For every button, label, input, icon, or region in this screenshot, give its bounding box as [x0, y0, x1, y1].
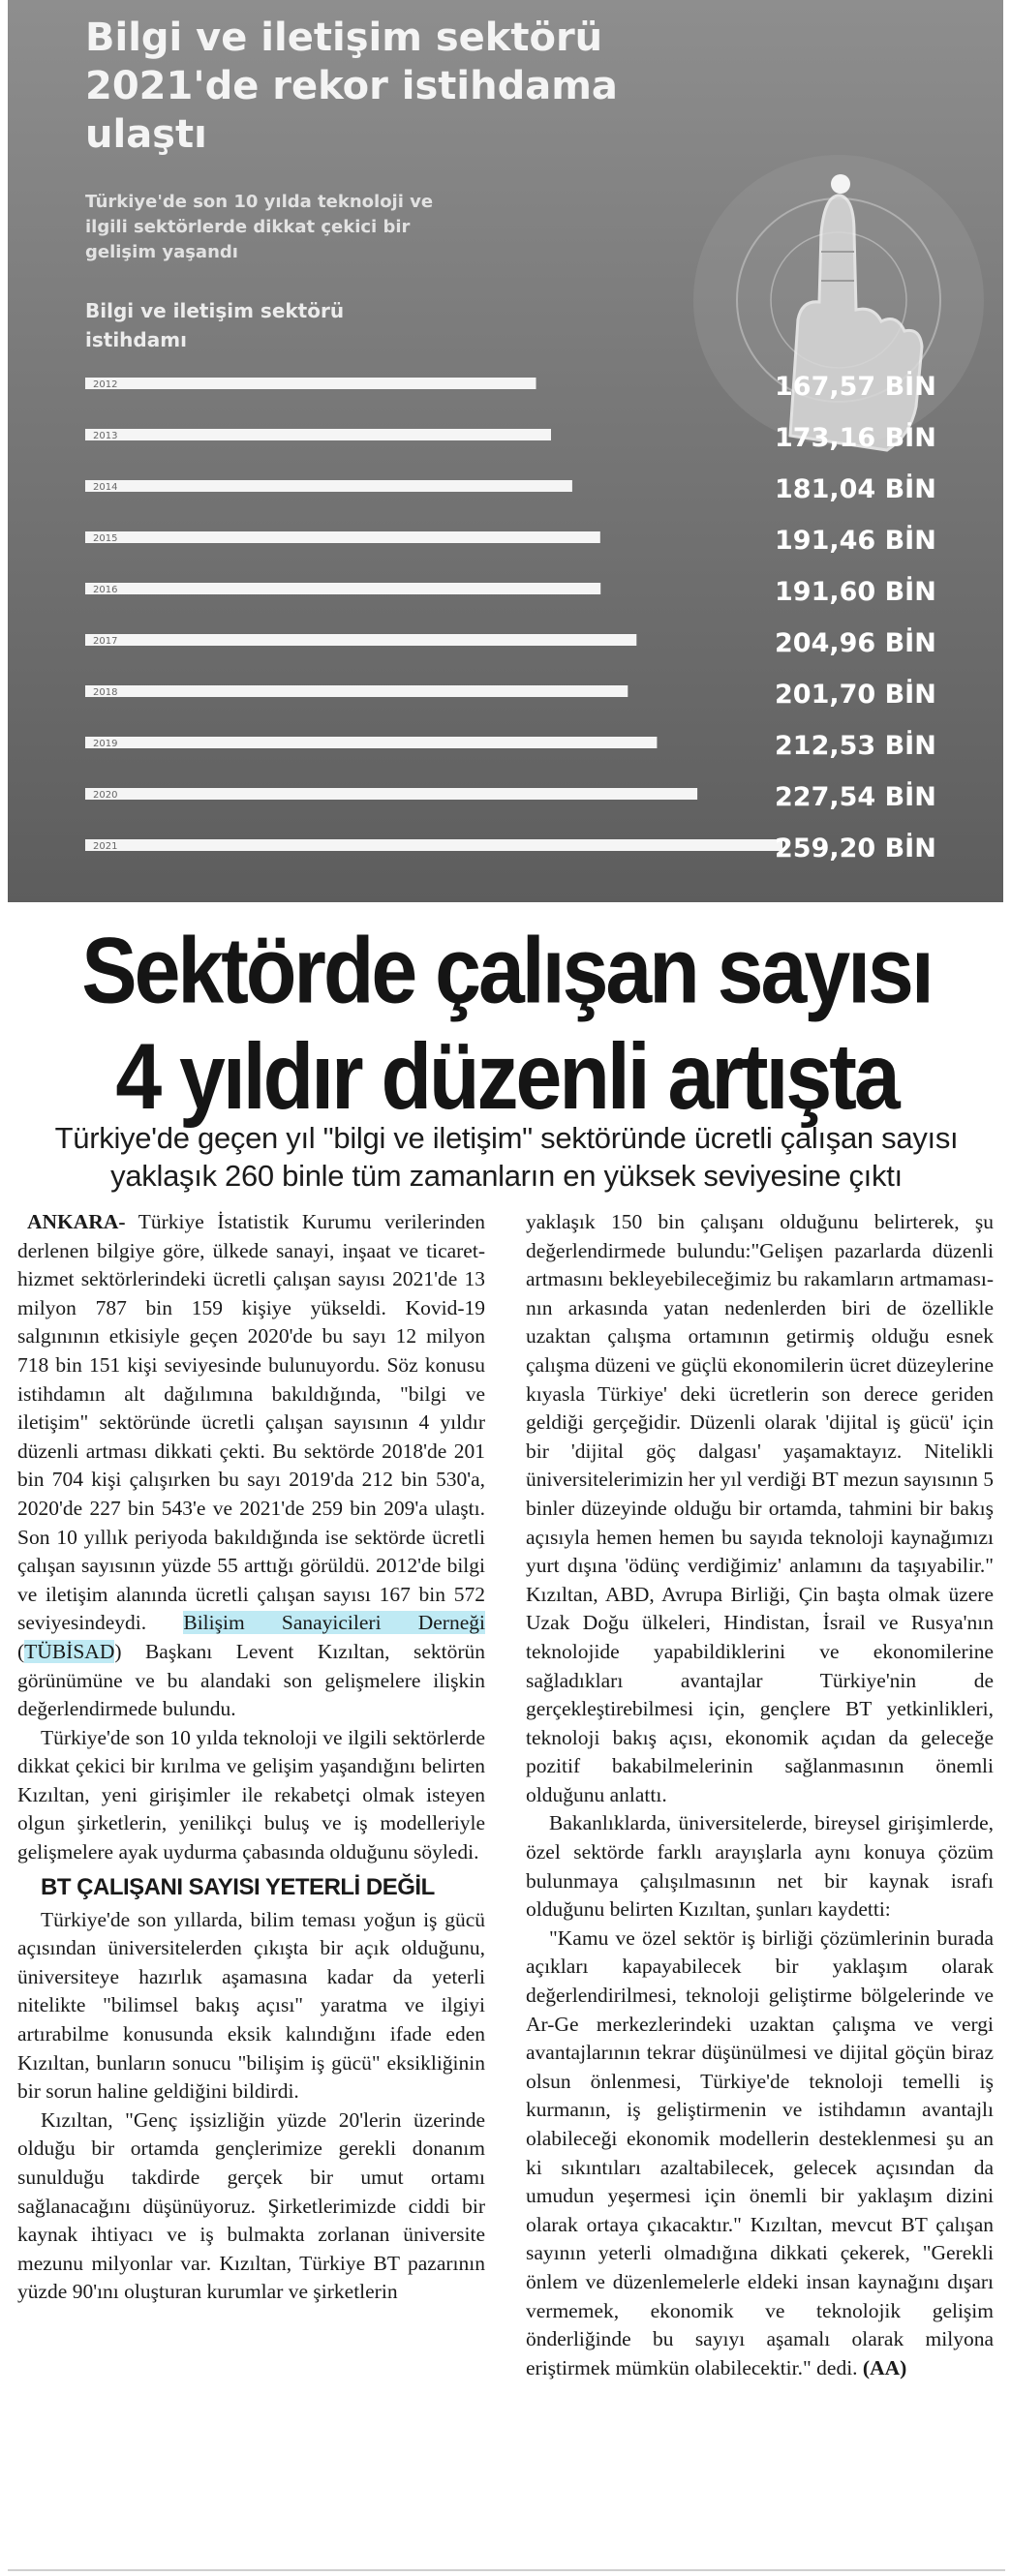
- article-paragraph: [17, 1208, 485, 1724]
- bar-year-label: 2015: [93, 533, 118, 544]
- article-paragraph: Türkiye'de son yıllarda, bilim teması yoğun iş gücü açısından üniversitelerden çıkışta bir açık olduğunu, üniversiteye hazırlık aşamasına kadar da yeterli nitelikte "bilimsel bakış açısı" yaratma ve ilgiyi artırabilme konusunda eksik kalındığını ifade eden Kızıltan, bunların sonucu "bilişim iş gücü" eksikliğinin bir sorun haline geldiğini bildirdi.: [17, 1907, 485, 2104]
- bar-value-label: 259,20 BİN: [775, 833, 936, 864]
- bar-value-label: 191,60 BİN: [775, 577, 936, 607]
- bar-2017: [85, 634, 636, 646]
- infographic-subtitle: Türkiye'de son 10 yılda teknoloji ve ilgili sektörlerde dikkat çekici bir gelişim yaşandı: [85, 192, 434, 262]
- page-bottom-rule: [8, 2569, 1005, 2571]
- bar-2018: [85, 685, 628, 697]
- article-paragraph: Bakanlıklarda, üniversitelerde, bireysel girişimlerde, özel sektörde farklı arayışlarla aynı konuya çözüm bulunmaya çalışılmasının net bir kaynak israfı olduğunu belirten Kızıltan, şunları kaydetti:: [526, 1811, 994, 1922]
- headline-line-2: 4 yıldır düzenli artışta: [115, 1024, 898, 1130]
- chart-label: Bilgi ve iletişim sektörü istihdamı: [85, 299, 345, 351]
- bar-year-label: 2021: [93, 841, 118, 852]
- article-paragraph: yaklaşık 150 bin çalışanı olduğunu belirterek, şu değerlendirmede bulundu:"Gelişen pazarlarda düzenli artmasını bekleyebileceğimiz bu rakamların artmamasının arkasında yatan nedenlerden biri de özellikle uzaktan çalışma ortamının getirmiş olduğu esnek çalışma düzeni ve güçlü ekonomilerin ücret düzeylerine kıyasla Türkiye' deki ücretlerin son derece geriden geldiği gerçeğidir. Düzenli olarak 'dijital iş gücü' için bir 'dijital göç dalgası' yaşamaktayız. Nitelikli üniversitelerimizin her yıl verdiği BT mezun sayısının 5 binler düzeyinde olduğu bir ortamda, tahmini bir bakış açısıyla hemen hemen bu sayıda teknoloji kaynağımızı yurt dışına 'ödünç verdiğimiz' anlamını da taşıyabilir." Kızıltan, ABD, Avrupa Birliği, Çin başta olmak üzere Uzak Doğu ülkeleri, Hindistan, İsrail ve Rusya'nın teknolojide yapabildiklerini ve ekonomilerine sağladıkları avantajlar Türkiye'nin de gerçekleştirebilmesi için, gençlere BT yetkinlikleri, teknoloji bakış açısı, ekonomik açıdan da geleceğe pozitif bakabilmelerinin sağlanmasının önemli olduğunu anlattı.: [526, 1210, 994, 1806]
- section-subhead: BT ÇALIŞANI SAYISI YETERLİ DEĞİL: [41, 1873, 435, 1900]
- bar-year-label: 2012: [93, 379, 118, 390]
- organization-name: Bilişim Sanayicileri Derneği: [183, 1611, 485, 1635]
- dateline: ANKARA-: [27, 1210, 126, 1233]
- employment-bar-chart: [8, 368, 1003, 891]
- bar-value-label: 181,04 BİN: [775, 474, 936, 504]
- bar-2016: [85, 583, 600, 594]
- bar-2015: [85, 531, 600, 543]
- article-column-right: [526, 1208, 994, 2563]
- news-agency-source: (AA): [862, 2355, 907, 2379]
- bar-year-label: 2017: [93, 636, 118, 647]
- article-paragraph: Türkiye'de son 10 yılda teknoloji ve ilgili sektörlerde dikkat çekici bir kırılma ve gelişim yaşandığını belirten Kızıltan, yeni girişimler ile rekabetçi olmak isteyen olgun şirketlerin, yenilikçi buluş ve iş modelleriyle gelişmelere ayak uydurma çabasında olduğunu söyledi.: [17, 1725, 485, 1864]
- article-column-left: [17, 1208, 485, 2563]
- bar-year-label: 2014: [93, 482, 118, 493]
- paragraph-text: "Kamu ve özel sektör iş birliği çözümlerinin burada açıkları kapayabilecek bir yaklaşım olarak değerlendirilmesi, teknoloji geliştirme bölgelerinde ve Ar-Ge merkezlerindeki uzaktan çalışma ve vergi avantajlarının tekrar düşünülmesi ve dijital göçün biraz olsun önlenmesi, Türkiye'de teknoloji temelli iş kurmanın, iş geliştirmenin ve istihdamın avantajlı olabileceği ekonomik modellerin desteklenmesi şu an ki sıkıntıları azaltabilecek, gelecek açısından da umudun yeşermesi için önemli bir yaklaşım dizini olarak ortaya çıkacaktır." Kızıltan, mevcut BT çalışan sayının yeterli olmadığına dikkati çekerek, "Gerekli önlem ve düzenlemelerle eldeki insan kaynağını dışarı vermemek, ekonomik ve teknolojik gelişim önderliğinde bu sayıyı aşamalı olarak milyona eriştirmek mümkün olabilecektir." dedi.: [526, 1925, 994, 2379]
- subheadline: Türkiye'de geçen yıl "bilgi ve iletişim" sektöründe ücretli çalışan sayısı yaklaşık 260 binle tüm zamanların en yüksek seviyesine çıktı: [54, 1121, 959, 1193]
- headline: [8, 918, 1005, 1131]
- bar-2020: [85, 788, 697, 800]
- bar-2014: [85, 480, 572, 492]
- bar-year-label: 2020: [93, 790, 118, 801]
- paragraph-text: ) Başkanı Levent Kızıltan, sektörün görünümüne ve bu alandaki son gelişmelere ilişkin değerlendirmede bulundu.: [17, 1639, 485, 1721]
- bar-value-label: 167,57 BİN: [775, 372, 936, 402]
- infographic-title: Bilgi ve iletişim sektörü 2021'de rekor istihdama ulaştı: [85, 15, 618, 157]
- article-paragraph: [526, 1924, 994, 2383]
- paragraph-text: (: [17, 1639, 25, 1663]
- paragraph-text: Türkiye İstatistik Kurumu verilerinden derlenen bilgiye göre, ülkede sanayi, inşaat ve ticaret-hizmet sektörlerindeki ücretli çalışan sayısı 2021'de 13 milyon 787 bin 159 kişiye yükseldi. Kovid-19 salgınının etkisiyle geçen 2020'de bu sayı 12 milyon 718 bin 151 kişi seviyesinde bulunuyordu. Söz konusu istihdamın alt dağılımına bakıldığında, "bilgi ve iletişim" sektöründe ücretli çalışan sayısının 4 yıldır düzenli artması dikkati çekti. Bu sektörde 2018'de 201 bin 704 kişi çalışırken bu sayı 2019'da 212 bin 530'a, 2020'de 227 bin 543'e ve 2021'de 259 bin 209'a ulaştı. Son 10 yıllık periyoda bakıldığında ise sektörde ücretli çalışan sayısının yüzde 55 arttığı görüldü. 2012'de bilgi ve iletişim alanında ücretli çalışan sayısı 167 bin 572 seviyesindeydi.: [17, 1210, 485, 1635]
- bar-2012: [85, 378, 536, 389]
- organization-abbreviation: TÜBİSAD: [24, 1639, 115, 1663]
- bar-value-label: 201,70 BİN: [775, 680, 936, 710]
- bar-year-label: 2019: [93, 739, 118, 749]
- bar-2021: [85, 839, 782, 851]
- infographic: [8, 0, 1003, 902]
- bar-year-label: 2016: [93, 585, 118, 595]
- bar-year-label: 2013: [93, 431, 118, 441]
- bar-year-label: 2018: [93, 687, 118, 698]
- bar-value-label: 204,96 BİN: [775, 628, 936, 658]
- bar-value-label: 173,16 BİN: [775, 423, 936, 453]
- bar-value-label: 191,46 BİN: [775, 526, 936, 556]
- bar-value-label: 212,53 BİN: [775, 731, 936, 761]
- bar-value-label: 227,54 BİN: [775, 782, 936, 812]
- bar-2019: [85, 737, 657, 748]
- bar-2013: [85, 429, 551, 440]
- headline-line-1: Sektörde çalışan sayısı: [81, 919, 932, 1023]
- article-paragraph: Kızıltan, "Genç işsizliğin yüzde 20'lerin üzerinde olduğu bir ortamda gençlerimize gerekli donanım sunulduğu takdirde gerçek bir umut ortamı sağlanacağını düşünüyoruz. Şirketlerimizde ciddi bir kaynak ihtiyacı ve iş bulmakta zorlanan üniversite mezunu milyonlar var. Kızıltan, Türkiye BT pazarının yüzde 90'ını oluşturan kurumlar ve şirketlerin: [17, 2107, 485, 2304]
